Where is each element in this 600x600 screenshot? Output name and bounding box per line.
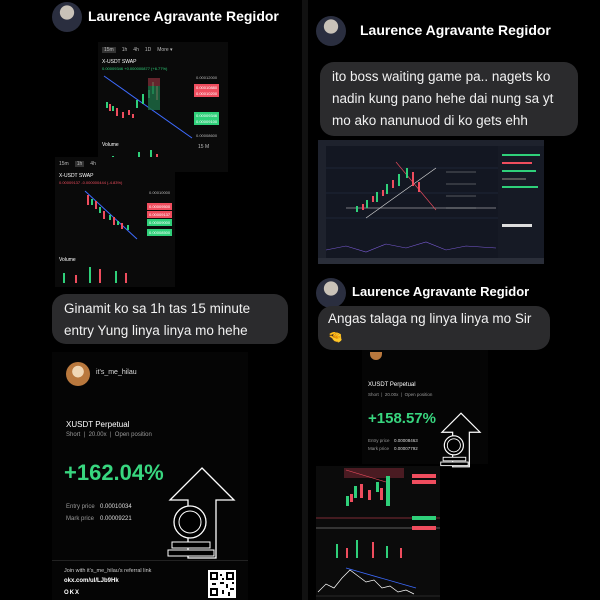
price-change: 0.00009346 +0.000000877 (+6.77%) <box>102 66 168 71</box>
entry-price-label: Entry price <box>66 504 95 510</box>
pair-label: X-USDT SWAP <box>102 59 137 65</box>
avatar[interactable] <box>52 2 82 32</box>
trophy-arrow-icon <box>438 412 484 468</box>
pnl-card[interactable] <box>52 352 248 600</box>
message-bubble[interactable] <box>318 306 550 350</box>
entry-price-value: 0.00010034 <box>100 504 132 510</box>
pnl-card[interactable] <box>362 350 488 464</box>
candlestick-chart <box>55 187 147 247</box>
price-change: 0.00009137 -0.000000444 (-4.83%) <box>59 180 123 185</box>
chart-screenshot-1[interactable]: 15m 1h 4h 1D More ▾ X-USDT SWAP 0.00009346 +0.000000877 (+6.77%) 0.00012000 0.00010880 0.00010200 0.00009346 0.00009100 0.00008600 Volume 15 M <box>98 42 228 172</box>
okx-logo: OKX <box>64 590 81 596</box>
line-chart <box>316 562 440 600</box>
avatar[interactable] <box>316 16 346 46</box>
volume-value: 15 M <box>198 144 210 150</box>
tab-1d[interactable]: 1D <box>144 47 152 53</box>
pair-label: X-USDT SWAP <box>59 173 94 179</box>
volume-bars <box>316 536 440 558</box>
volume-bars <box>55 263 147 283</box>
message-bubble[interactable] <box>320 62 578 136</box>
timeframe-tabs <box>102 47 173 53</box>
trading-platform-screenshot[interactable] <box>318 140 544 264</box>
drawing-tools <box>318 146 326 258</box>
sender-name: Laurence Agravante Regidor <box>360 22 551 38</box>
watchlist-panel <box>498 146 544 258</box>
candlestick-chart <box>98 72 194 142</box>
chart-screenshot-3[interactable] <box>316 466 440 600</box>
avatar <box>66 362 90 386</box>
message-text: ito boss waiting game pa.. nagets ko nadin kung pano hehe dai nung sa yt mo ako nanunuod di ko gets ehh <box>332 69 554 128</box>
column-divider <box>302 0 308 600</box>
entry-price-value: 0.00008463 <box>394 438 418 443</box>
instrument: XUSDT Perpetual <box>368 382 416 388</box>
timeframe-tabs <box>59 161 96 167</box>
entry-price-label: Entry price <box>368 438 390 443</box>
tab-4h[interactable]: 4h <box>133 47 139 53</box>
position-details: Short | 20.00x | Open position <box>66 432 152 438</box>
indicator-pane <box>326 238 498 256</box>
tab-15m[interactable]: 15m <box>59 161 69 167</box>
username: it's_me_hilau <box>96 369 137 376</box>
mark-price-label: Mark price <box>66 516 95 522</box>
pinching-hand-icon: 🤏 <box>328 330 343 344</box>
taskbar <box>318 258 544 264</box>
pnl-percentage: +158.57% <box>368 410 436 427</box>
sender-name: Laurence Agravante Regidor <box>88 8 279 24</box>
candlestick-chart <box>326 148 498 238</box>
message-text: Angas talaga ng linya linya mo Sir <box>328 311 532 326</box>
mark-price-value: 0.00007792 <box>394 446 418 451</box>
referral-link[interactable]: okx.com/ul/LJb9Hk <box>64 578 119 584</box>
volume-label: Volume <box>59 257 76 263</box>
volume-label: Volume <box>102 142 119 148</box>
pnl-percentage: +162.04% <box>64 460 164 485</box>
referral-text: Join with it's_me_hilau's referral link <box>64 568 152 574</box>
avatar[interactable] <box>316 278 346 308</box>
tab-4h[interactable]: 4h <box>90 161 96 167</box>
message-text: Ginamit ko sa 1h tas 15 minute entry Yung linya linya mo hehe <box>64 301 251 338</box>
mark-price-value: 0.00009221 <box>100 516 132 522</box>
right-panel <box>308 0 600 600</box>
trophy-arrow-icon <box>164 466 240 560</box>
sender-name: Laurence Agravante Regidor <box>352 284 530 299</box>
tab-more[interactable]: More ▾ <box>157 47 173 53</box>
position-details: Short | 20.00x | Open position <box>368 392 433 397</box>
instrument: XUSDT Perpetual <box>66 420 130 429</box>
mark-price-label: Mark price <box>368 446 390 451</box>
avatar <box>370 352 382 360</box>
qr-code-icon[interactable] <box>208 570 236 598</box>
chart-screenshot-2[interactable]: 15m 1h 4h X-USDT SWAP 0.00009137 -0.000000444 (-4.83%) 0.00010000 0.00009500 0.00009137 0.00009000 0.00008500 Volume <box>55 157 175 287</box>
tab-15m[interactable]: 15m <box>104 47 114 53</box>
message-bubble[interactable] <box>52 294 288 344</box>
tab-1h[interactable]: 1h <box>121 47 128 53</box>
tab-1h[interactable]: 1h <box>76 161 83 167</box>
